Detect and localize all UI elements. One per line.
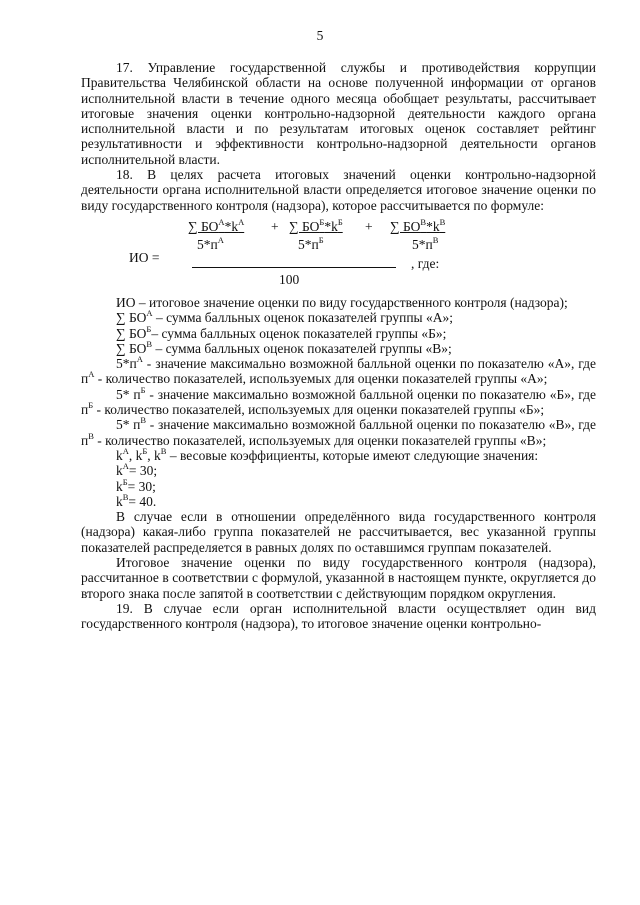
- page-number: 5: [316, 28, 324, 43]
- formula-term-a-denominator: $5*п^А$: [197, 234, 224, 252]
- definition-sum-b: ∑ $БО^Б-$ сумма балльных оценок показателей группы «Б»;: [116, 323, 447, 341]
- definition-sum-v: ∑ $БО^В$ – сумма балльных оценок показателей группы «В»;: [116, 338, 452, 356]
- formula-denominator: 100: [279, 271, 300, 287]
- definition-io: ИО – итоговое значение оценки по виду государственного контроля (надзора);: [116, 294, 568, 310]
- document-body: [81, 60, 596, 632]
- definition-weights: $k^А$, $k^Б$, $k^В$ – весовые коэффициенты, которые имеют следующие значения:: [116, 445, 539, 463]
- paragraph-final: Итоговое значение оценки по виду государственного контроля (надзора), рассчитанное в соответствии с формулой, указанной в настоящем пункте, округляется до второго знака после запятой в соответствии с действующим порядком округления.: [81, 555, 596, 601]
- definition-n-v: 5* $п^В$ - значение максимально возможной балльной оценки по показателю «В», где $п^В$ - количество показателей, используемых для оценки показателей группы «В»;: [81, 415, 596, 448]
- formula-fraction-line: [192, 267, 396, 268]
- formula-term-v-numerator: ∑ $БО^В*k^В$: [390, 216, 446, 234]
- paragraph-18: 18. В целях расчета итоговых значений оценки контрольно-надзорной деятельности органа исполнительной власти определяется итоговое значение оценки по виду государственного контроля (надзора), которое рассчитывается по формуле:: [81, 167, 596, 213]
- formula-lhs: ИО =: [129, 249, 160, 265]
- formula-block: [81, 217, 596, 293]
- paragraph-case: В случае если в отношении определённого вида государственного контроля (надзора) какая-либо группа показателей не рассчитывается, вес указанной группы показателей распределяется в равных долях по оставшимся группам показателей.: [81, 509, 596, 555]
- paragraph-17: 17. Управление государственной службы и противодействия коррупции Правительства Челябинской области на основе полученной информации от органов исполнительной власти в течение одного месяца обобщает результаты, рассчитывает итоговые значения оценки контрольно-надзорной деятельности каждого органа исполнительной власти и по результатам итоговых оценок составляет рейтинг результативности и эффективности контрольно-надзорной деятельности органов исполнительной власти.: [81, 60, 596, 167]
- formula-term-b-denominator: $5*п^Б$: [298, 234, 324, 252]
- definition-n-b: 5* $п^Б$ - значение максимально возможной балльной оценки по показателю «Б», где $п^Б$ - количество показателей, используемых для оценки показателей группы «Б»;: [81, 384, 596, 418]
- weight-a: $k^А= 30$;: [116, 461, 158, 479]
- weight-v: $k^В= 40$.: [116, 491, 157, 509]
- paragraph-19: 19. В случае если орган исполнительной власти осуществляет один вид государственного контроля (надзора), то итоговое значение оценки контрольно-: [81, 600, 596, 632]
- definition-n-a: $5*п^А$ - значение максимально возможной балльной оценки по показателю «А», где $п^А$ - количество показателей, используемых для оценки показателей группы «А»;: [81, 354, 596, 387]
- formula-term-a-numerator: ∑ $БО^А*k^А$: [188, 216, 245, 234]
- formula-plus-2: +: [365, 218, 373, 234]
- formula-term-b-numerator: ∑ $БО^Б*k^Б$: [289, 216, 343, 234]
- formula-term-v-denominator: $5*п^В$: [412, 234, 439, 252]
- definition-sum-a: ∑ $БО^А$ – сумма балльных оценок показателей группы «А»;: [116, 308, 453, 326]
- weight-b: $k^Б= 30$;: [116, 476, 156, 494]
- formula-plus-1: +: [271, 218, 279, 234]
- formula-where: , где:: [411, 255, 440, 271]
